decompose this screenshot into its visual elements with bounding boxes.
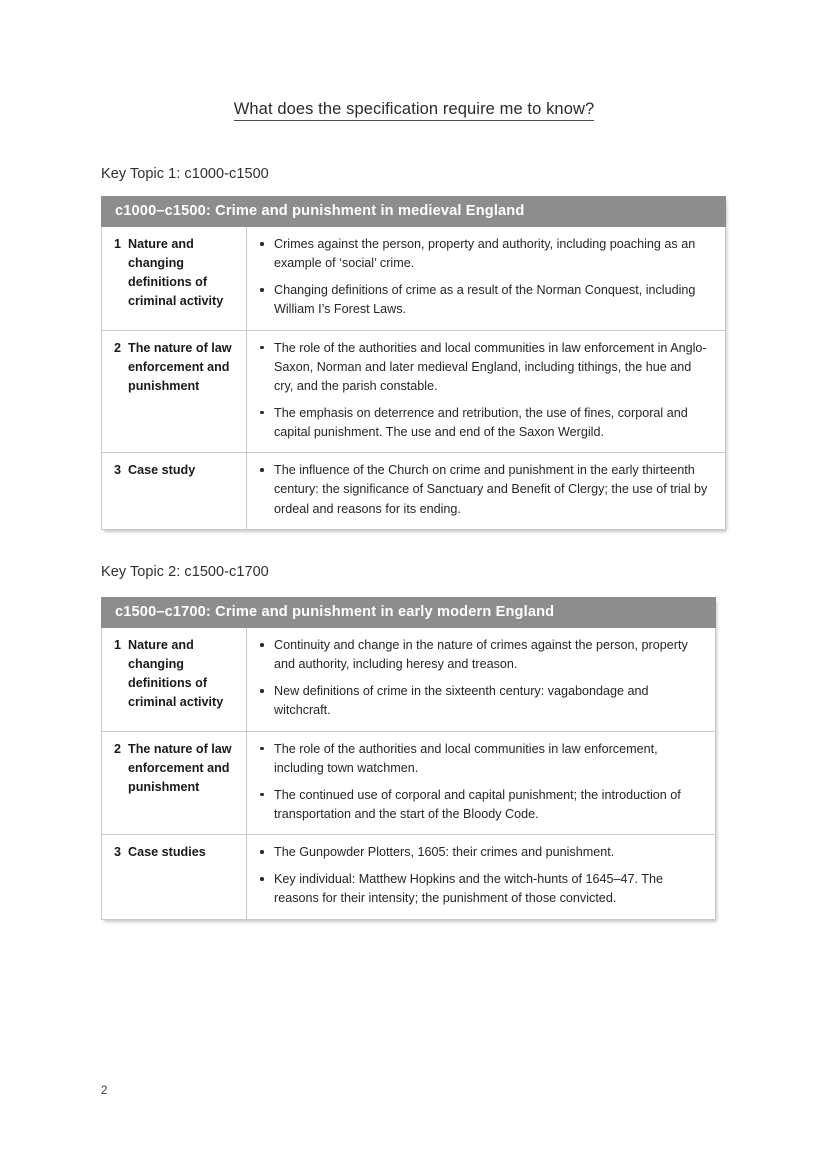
list-item: Crimes against the person, property and authority, including poaching as an example of ‘social’ crime. xyxy=(257,235,713,273)
row-content-cell xyxy=(247,628,715,731)
bullet-list xyxy=(257,235,713,320)
row-number: 3 xyxy=(114,845,122,860)
row-number: 1 xyxy=(114,237,122,251)
table-row xyxy=(102,331,725,454)
spec-table-key-topic-1 xyxy=(101,196,726,530)
row-content-cell xyxy=(247,835,715,918)
bullet-list xyxy=(257,740,703,825)
list-item: The Gunpowder Plotters, 1605: their crimes and punishment. xyxy=(257,843,703,862)
page-number: 2 xyxy=(101,1085,108,1097)
table-row xyxy=(102,453,725,528)
table-row xyxy=(102,732,715,836)
list-item: Changing definitions of crime as a result of the Norman Conquest, including William I’s Forest Laws. xyxy=(257,281,713,319)
row-label-cell xyxy=(102,227,247,330)
row-label-cell xyxy=(102,331,247,453)
row-label-cell xyxy=(102,453,247,528)
row-title: Nature and changing definitions of criminal activity xyxy=(128,638,224,710)
row-title: Case studies xyxy=(128,845,206,860)
row-title: Nature and changing definitions of criminal activity xyxy=(128,237,224,309)
topic-label-2: Key Topic 2: c1500-c1700 xyxy=(101,564,269,580)
list-item: The emphasis on deterrence and retribution, the use of fines, corporal and capital punishment. The use and end of the Saxon Wergild. xyxy=(257,404,713,442)
list-item: The role of the authorities and local communities in law enforcement, including town watchmen. xyxy=(257,740,703,778)
row-label-cell xyxy=(102,835,247,918)
row-content-cell xyxy=(247,732,715,835)
bullet-list xyxy=(257,461,713,518)
list-item: Key individual: Matthew Hopkins and the witch-hunts of 1645–47. The reasons for their intensity; the punishment of those convicted. xyxy=(257,870,703,908)
row-content-cell xyxy=(247,331,725,453)
list-item: The influence of the Church on crime and punishment in the early thirteenth century: the significance of Sanctuary and Benefit of Clergy; the use of trial by ordeal and reasons for its ending. xyxy=(257,461,713,518)
bullet-list xyxy=(257,843,703,908)
spec-table-header-1: c1000–c1500: Crime and punishment in medieval England xyxy=(101,196,726,227)
list-item: Continuity and change in the nature of crimes against the person, property and authority, including heresy and treason. xyxy=(257,636,703,674)
row-number: 2 xyxy=(114,340,122,355)
row-content-cell xyxy=(247,227,725,330)
row-title: The nature of law enforcement and punishment xyxy=(128,741,232,794)
spec-table-header-2: c1500–c1700: Crime and punishment in early modern England xyxy=(101,597,716,628)
bullet-list xyxy=(257,339,713,443)
table-row xyxy=(102,835,715,918)
topic-label-1: Key Topic 1: c1000-c1500 xyxy=(101,166,269,182)
list-item: The role of the authorities and local communities in law enforcement in Anglo-Saxon, Norman and later medieval England, including tithings, the hue and cry, and the parish constable. xyxy=(257,339,713,396)
row-number: 2 xyxy=(114,741,122,756)
row-title: Case study xyxy=(128,463,196,478)
bullet-list xyxy=(257,636,703,721)
row-title: The nature of law enforcement and punishment xyxy=(128,340,232,393)
page-title-text: What does the specification require me to know? xyxy=(234,100,595,121)
spec-table-key-topic-2 xyxy=(101,597,716,920)
table-row xyxy=(102,628,715,732)
list-item: New definitions of crime in the sixteenth century: vagabondage and witchcraft. xyxy=(257,682,703,720)
spec-table-body-1 xyxy=(101,227,726,530)
row-label-cell xyxy=(102,732,247,835)
list-item: The continued use of corporal and capital punishment; the introduction of transportation and the start of the Bloody Code. xyxy=(257,786,703,824)
row-number: 3 xyxy=(114,463,122,478)
spec-table-body-2 xyxy=(101,628,716,920)
table-row xyxy=(102,227,725,331)
row-number: 1 xyxy=(114,638,122,652)
page-title xyxy=(0,100,828,119)
row-label-cell xyxy=(102,628,247,731)
row-content-cell xyxy=(247,453,725,528)
